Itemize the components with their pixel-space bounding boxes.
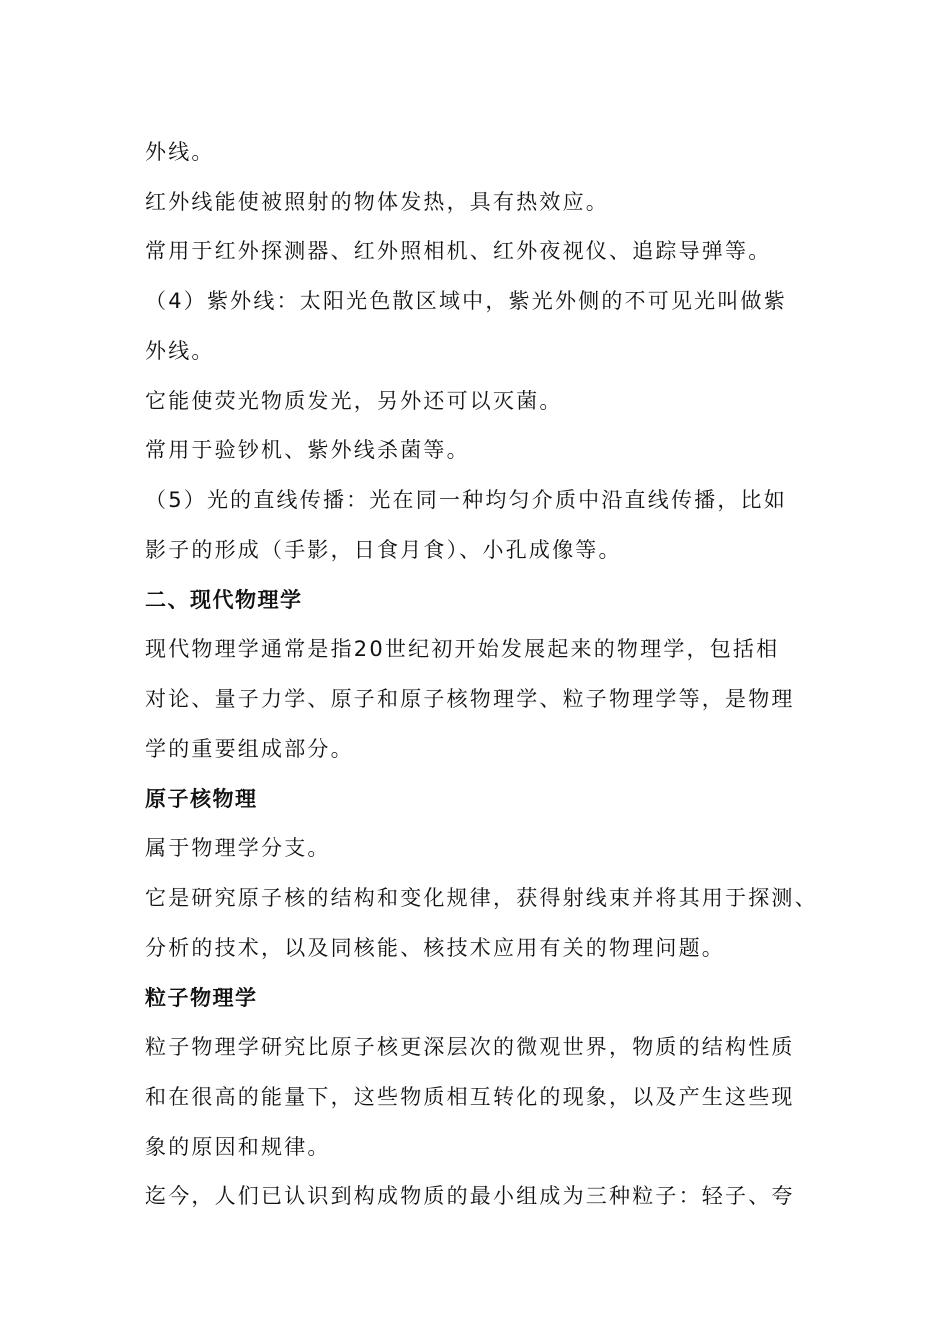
text-line: 外线。 [145, 339, 215, 363]
section-heading-modern-physics: 二、现代物理学 [145, 588, 303, 612]
text-line: 它能使荧光物质发光，另外还可以灭菌。 [145, 389, 563, 413]
text-line: 它是研究原子核的结构和变化规律，获得射线束并将其用于探测、 [145, 886, 818, 910]
text-line: 粒子物理学研究比原子核更深层次的微观世界，物质的结构性质 [145, 1035, 795, 1059]
text-line: 分析的技术，以及同核能、核技术应用有关的物理问题。 [145, 936, 725, 960]
text-line: 学的重要组成部分。 [145, 737, 354, 761]
text-line: 常用于验钞机、紫外线杀菌等。 [145, 438, 470, 462]
text-line: 影子的形成（手影，日食月食）、小孔成像等。 [145, 538, 622, 562]
text-line: 外线。 [145, 140, 215, 164]
section-heading-nuclear-physics: 原子核物理 [145, 787, 258, 811]
section-heading-particle-physics: 粒子物理学 [145, 986, 258, 1010]
text-line: 对论、量子力学、原子和原子核物理学、粒子物理学等，是物理 [145, 687, 795, 711]
text-line: 属于物理学分支。 [145, 836, 331, 860]
text-line: 红外线能使被照射的物体发热，具有热效应。 [145, 190, 609, 214]
text-line: （4）紫外线：太阳光色散区域中，紫光外侧的不可见光叫做紫 [145, 289, 787, 313]
text-line: 和在很高的能量下，这些物质相互转化的现象，以及产生这些现 [145, 1085, 795, 1109]
text-line: 现代物理学通常是指20世纪初开始发展起来的物理学，包括相 [145, 637, 780, 661]
text-line: 迄今，人们已认识到构成物质的最小组成为三种粒子：轻子、夸 [145, 1184, 795, 1208]
text-line: 常用于红外探测器、红外照相机、红外夜视仪、追踪导弹等。 [145, 239, 772, 263]
text-line: （5）光的直线传播：光在同一种均匀介质中沿直线传播，比如 [145, 488, 787, 512]
text-line: 象的原因和规律。 [145, 1135, 331, 1159]
